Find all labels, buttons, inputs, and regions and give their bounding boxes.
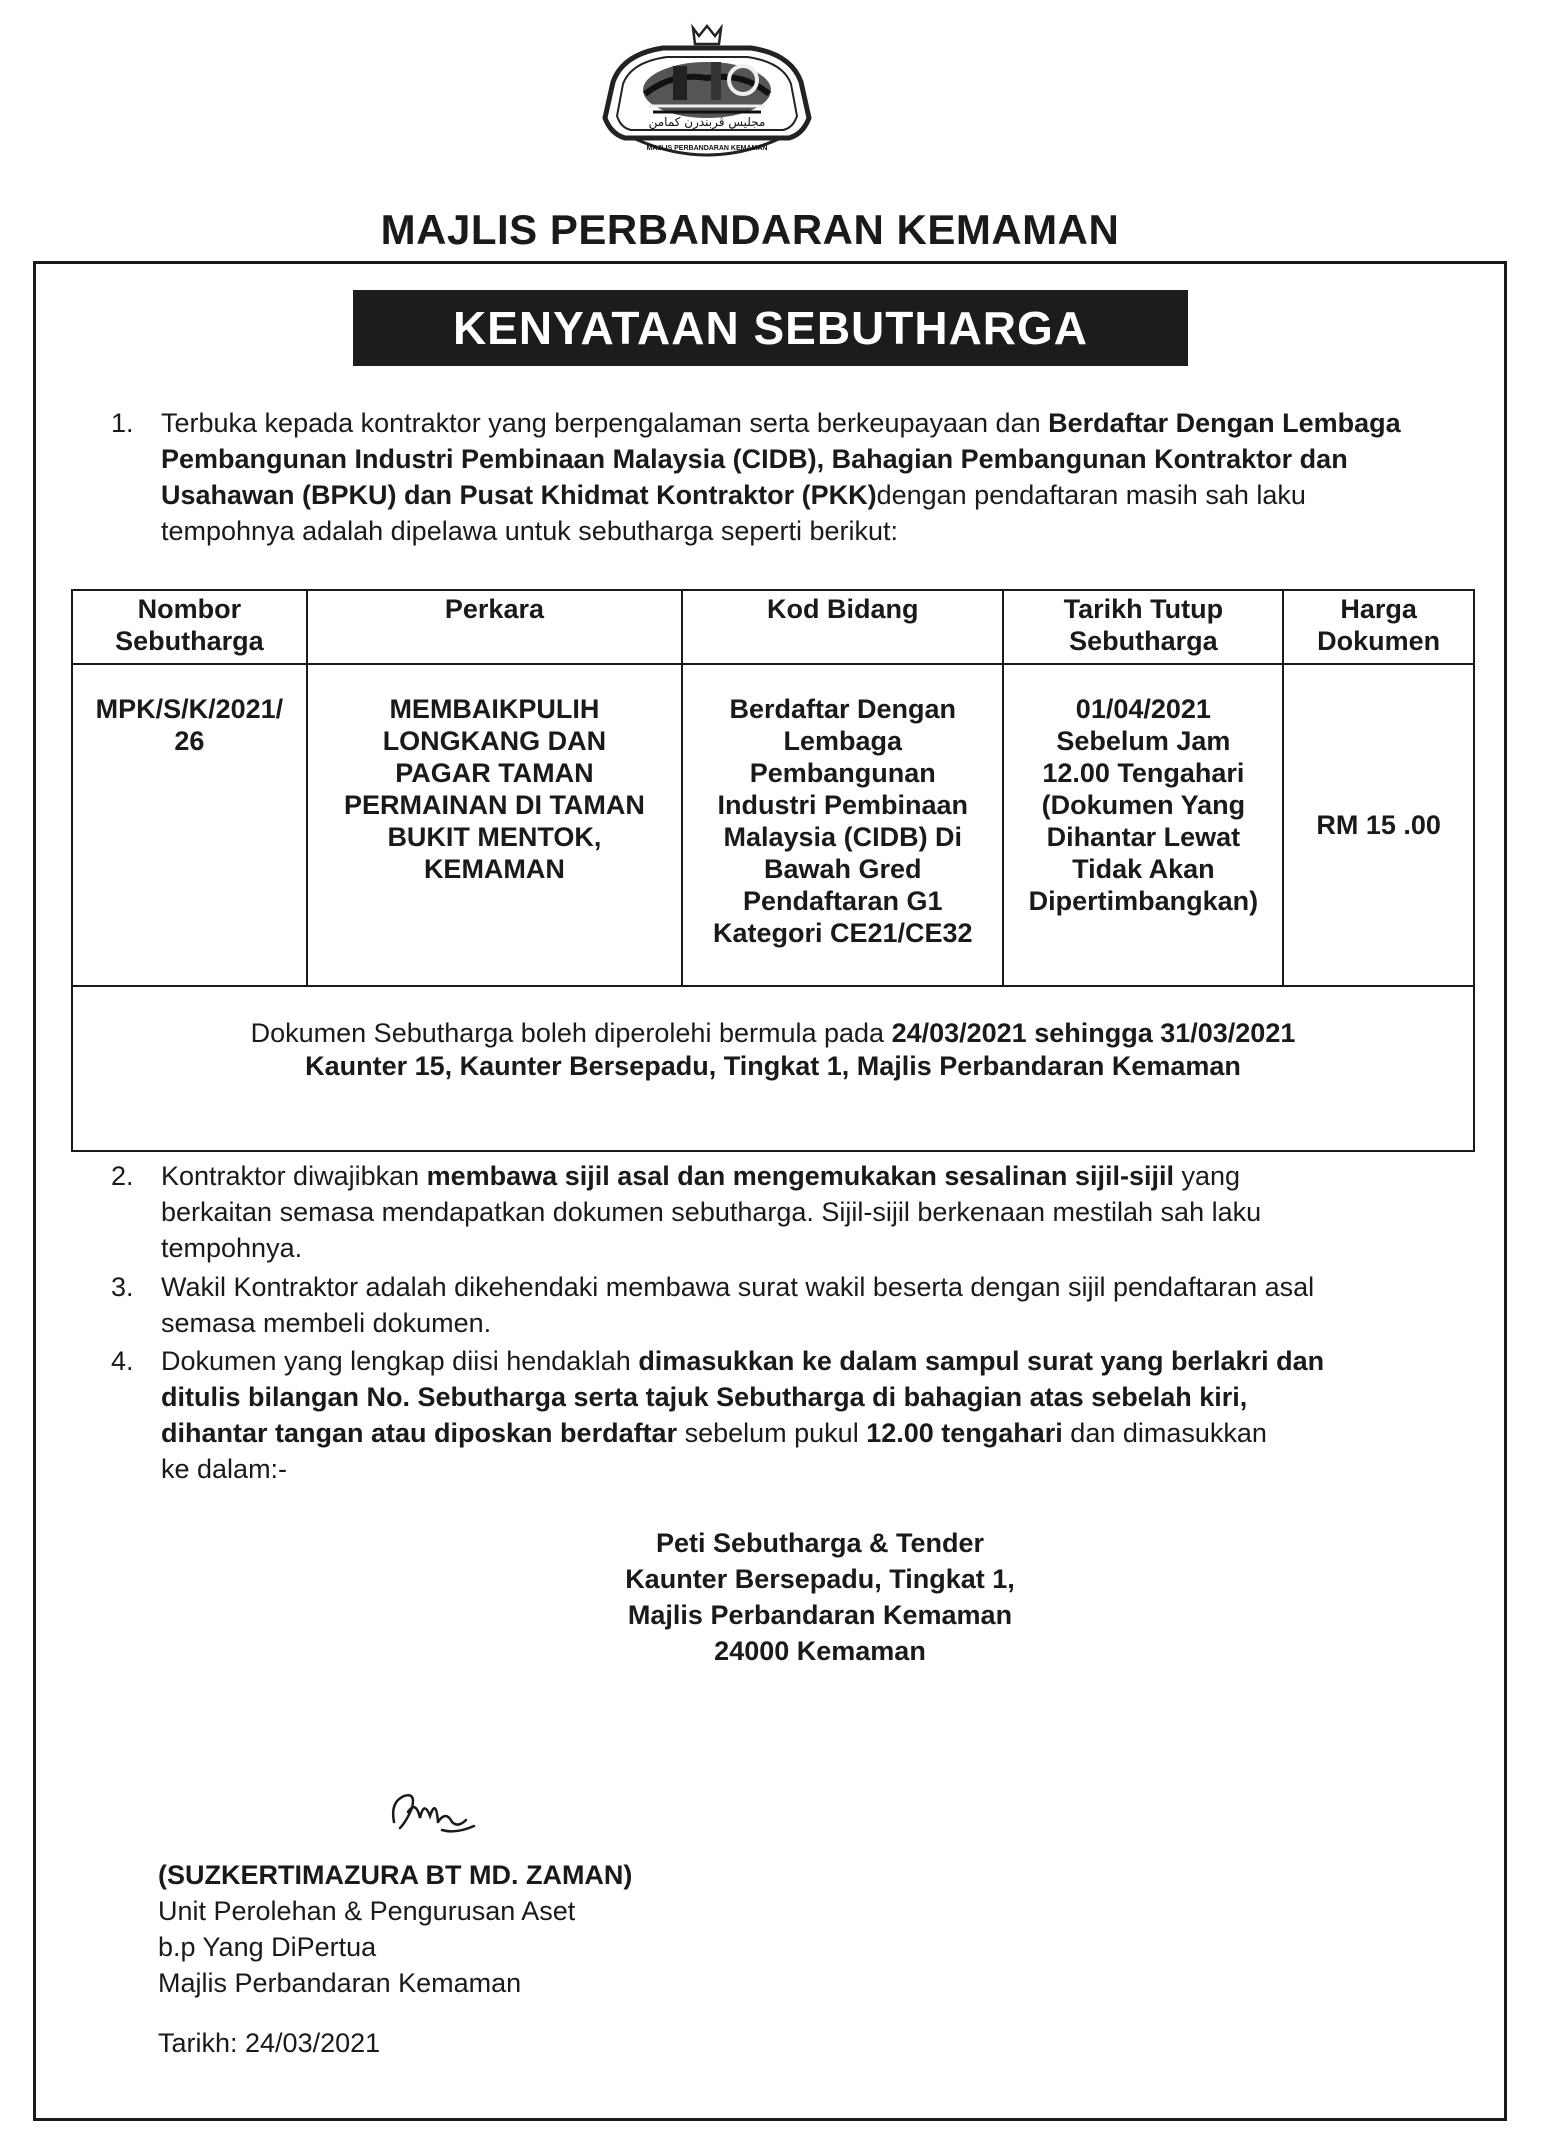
header-kod-bidang: Kod Bidang: [682, 590, 1003, 664]
signature: [386, 1782, 486, 1842]
header-nombor: Nombor Sebutharga: [72, 590, 307, 664]
signer-name: (SUZKERTIMAZURA BT MD. ZAMAN): [158, 1860, 633, 1890]
paragraph-number: 2.: [111, 1161, 134, 1191]
table-footer-row: [72, 986, 1474, 1151]
p1-line-1b: Berdaftar Dengan Lembaga: [1048, 408, 1401, 438]
paragraph-number: 4.: [111, 1346, 134, 1376]
signer-on-behalf: b.p Yang DiPertua: [158, 1932, 377, 1962]
table-header-row: [72, 590, 1474, 664]
p1-line-2: Pembangunan Industri Pembinaan Malaysia (CIDB), Bahagian Pembangunan Kontraktor dan: [161, 444, 1348, 474]
logo-latin-text: MAJLIS PERBANDARAN KEMAMAN: [646, 145, 768, 152]
p1-line-3b: dengan pendaftaran masih sah laku: [876, 480, 1306, 510]
emblem-scene: [643, 62, 771, 118]
cell-kod-bidang: Berdaftar Dengan Lembaga Pembangunan Industri Pembinaan Malaysia (CIDB) Di Bawah Gred Pendaftaran G1 Kategori CE21/CE32: [682, 664, 1003, 986]
header-tarikh-tutup: Tarikh Tutup Sebutharga: [1003, 590, 1283, 664]
cell-perkara: MEMBAIKPULIH LONGKANG DAN PAGAR TAMAN PERMAINAN DI TAMAN BUKIT MENTOK, KEMAMAN: [307, 664, 682, 986]
organisation-title: MAJLIS PERBANDARAN KEMAMAN: [380, 206, 1120, 253]
header-perkara: Perkara: [307, 590, 682, 664]
signer-block: [158, 1857, 632, 2001]
council-logo: [593, 22, 821, 180]
notice-title-banner: KENYATAAN SEBUTHARGA: [353, 290, 1188, 366]
cell-harga: RM 15 .00: [1283, 664, 1474, 986]
crown-icon: [693, 26, 721, 44]
paragraph-number: 3.: [111, 1272, 134, 1302]
cell-document-availability: Dokumen Sebutharga boleh diperolehi bermula pada 24/03/2021 sehingga 31/03/2021 Kaunter 15, Kaunter Bersepadu, Tingkat 1, Majlis Perbandaran Kemaman: [72, 986, 1474, 1151]
paragraph-3: 3. Wakil Kontraktor adalah dikehendaki membawa surat wakil beserta dengan sijil pendaftaran asal semasa membeli dokumen.: [111, 1269, 1461, 1341]
signer-unit: Unit Perolehan & Pengurusan Aset: [158, 1896, 576, 1926]
table-row: [72, 664, 1474, 986]
p1-line-4: tempohnya adalah dipelawa untuk sebutharga seperti berikut:: [161, 516, 898, 546]
paragraph-4: 4. Dokumen yang lengkap diisi hendaklah dimasukkan ke dalam sampul surat yang berlakri dan ditulis bilangan No. Sebutharga serta tajuk Sebutharga di bahagian atas sebelah kiri, dihantar tangan atau diposkan berdaftar sebelum pukul 12.00 tengahari dan dimasukkan ke dalam:-: [111, 1343, 1461, 1493]
signer-organisation: Majlis Perbandaran Kemaman: [158, 1968, 522, 1998]
notice-date: Tarikh: 24/03/2021: [158, 2028, 381, 2058]
header-harga: Harga Dokumen: [1283, 590, 1474, 664]
quotation-table: [71, 589, 1475, 1152]
cell-tarikh-tutup: 01/04/2021 Sebelum Jam 12.00 Tengahari (Dokumen Yang Dihantar Lewat Tidak Akan Dipertimbangkan): [1003, 664, 1283, 986]
paragraph-1: [111, 405, 1461, 555]
paragraph-number: 1.: [111, 408, 134, 438]
paragraph-2: 2. Kontraktor diwajibkan membawa sijil asal dan mengemukakan sesalinan sijil-sijil yang berkaitan semasa mendapatkan dokumen sebutharga. Sijil-sijil berkenaan mestilah sah laku tempohnya.: [111, 1158, 1461, 1268]
p1-line-1a: Terbuka kepada kontraktor yang berpengalaman serta berkeupayaan dan: [161, 408, 1049, 438]
cell-nombor: MPK/S/K/2021/ 26: [72, 664, 307, 986]
logo-jawi-text: مجليس ڤربندرن كمامن: [648, 115, 766, 129]
p1-line-3a: Usahawan (BPKU) dan Pusat Khidmat Kontraktor (PKK): [161, 480, 877, 510]
submission-address: Peti Sebutharga & Tender Kaunter Bersepadu, Tingkat 1, Majlis Perbandaran Kemaman 24000 Kemaman: [625, 1528, 1015, 1666]
